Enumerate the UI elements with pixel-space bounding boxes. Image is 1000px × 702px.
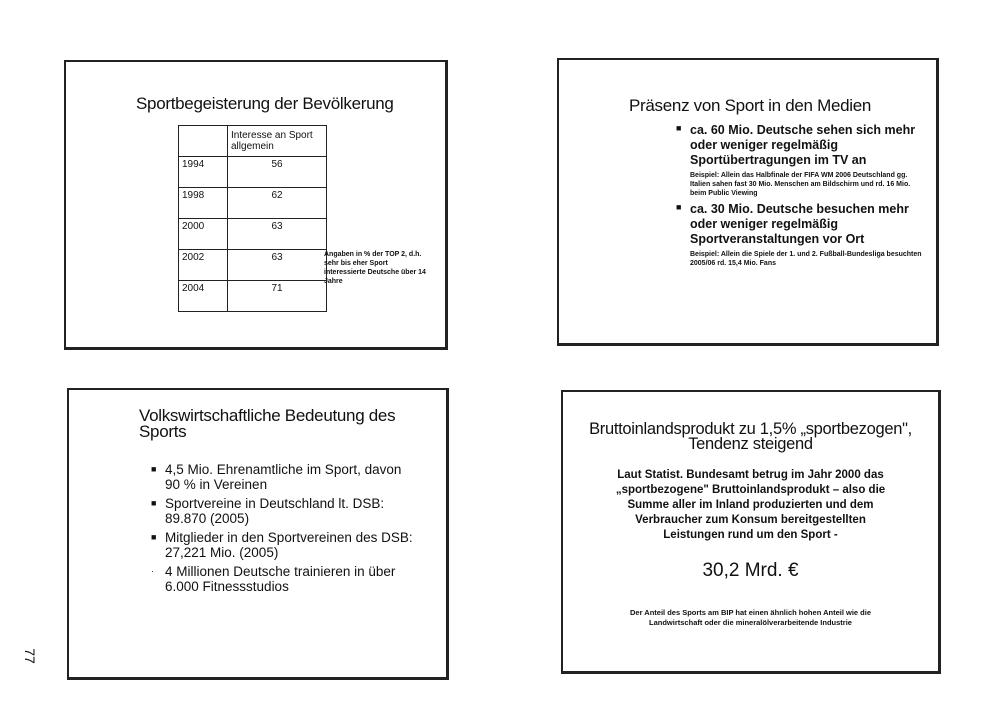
slide-title: Sportbegeisterung der Bevölkerung (136, 94, 394, 113)
bullet-text: ca. 60 Mio. Deutsche sehen sich mehr oder weniger regelmäßig Sportübertragungen im TV an (690, 123, 916, 167)
slide-title: Bruttoinlandsprodukt zu 1,5% „sportbezogen", Tendenz steigend (589, 420, 912, 453)
bullet-text: 4,5 Mio. Ehrenamtliche im Sport, davon 90 % in Vereinen (165, 462, 402, 492)
slide-bip (561, 390, 941, 674)
year-cell: 2002 (179, 250, 228, 281)
bullet-icon: · (151, 566, 154, 576)
value-cell: 56 (228, 157, 327, 188)
list-item (149, 530, 419, 560)
year-cell: 1994 (179, 157, 228, 188)
list-item (149, 564, 419, 594)
table-row (179, 250, 327, 281)
table-note: Angaben in % der TOP 2, d.h. sehr bis eher Sport interessierte Deutsche über 14 Jahre (324, 251, 426, 285)
bullet-icon: ■ (151, 532, 157, 542)
list-item (674, 202, 924, 268)
interest-table (178, 125, 327, 312)
bullet-icon: ■ (676, 202, 682, 212)
value-cell: 71 (228, 281, 327, 312)
value-cell: 62 (228, 188, 327, 219)
page-number: 77 (21, 648, 38, 664)
value-cell: 63 (228, 250, 327, 281)
slide-title: Präsenz von Sport in den Medien (629, 96, 872, 115)
bip-value: 30,2 Mrd. € (702, 560, 799, 581)
bullet-icon: ■ (151, 464, 157, 474)
value-cell: 63 (228, 219, 327, 250)
slide-sportbegeisterung (64, 60, 448, 350)
list-item (674, 123, 924, 198)
bullet-text: 4 Millionen Deutsche trainieren in über 6.000 Fitnessstudios (165, 564, 396, 594)
table-row (179, 219, 327, 250)
list-item (149, 496, 419, 526)
table-row (179, 281, 327, 312)
year-cell: 2000 (179, 219, 228, 250)
example-text: Beispiel: Allein das Halbfinale der FIFA WM 2006 Deutschland gg. Italien sahen fast 30 Mio. Menschen am Bildschirm und rd. 16 Mio. beim Public Viewing (690, 172, 911, 197)
table-header: Interesse an Sport allgemein (228, 126, 327, 157)
slide-medien (557, 58, 939, 346)
slide-title: Volkswirtschaftliche Bedeutung des Sports (139, 406, 396, 441)
bullet-list (674, 123, 924, 272)
footnote: Der Anteil des Sports am BIP hat einen ähnlich hohen Anteil wie die Landwirtschaft oder die mineralölverarbeitende Industrie (629, 608, 872, 627)
year-cell: 1998 (179, 188, 228, 219)
list-item (149, 462, 419, 492)
bullet-text: Sportvereine in Deutschland lt. DSB: 89.870 (2005) (165, 496, 385, 526)
body-text: Laut Statist. Bundesamt betrug im Jahr 2000 das „sportbezogene" Bruttoinlandsprodukt – also die Summe aller im Inland produzierten und dem Verbraucher zum Konsum bereitgestellten Leistungen rund um den Sport - (615, 469, 886, 541)
table-header-empty (179, 126, 228, 157)
example-text: Beispiel: Allein die Spiele der 1. und 2. Fußball-Bundesliga besuchten 2005/06 rd. 15,4 Mio. Fans (690, 251, 922, 267)
bullet-icon: ■ (676, 123, 682, 133)
bullet-icon: ■ (151, 498, 157, 508)
table-row (179, 157, 327, 188)
bullet-list (149, 462, 419, 598)
bullet-text: ca. 30 Mio. Deutsche besuchen mehr oder weniger regelmäßig Sportveranstaltungen vor Ort (690, 202, 909, 246)
year-cell: 2004 (179, 281, 228, 312)
bullet-text: Mitglieder in den Sportvereinen des DSB: 27,221 Mio. (2005) (165, 530, 413, 560)
table-row (179, 188, 327, 219)
slide-volkswirtschaft (67, 388, 449, 680)
